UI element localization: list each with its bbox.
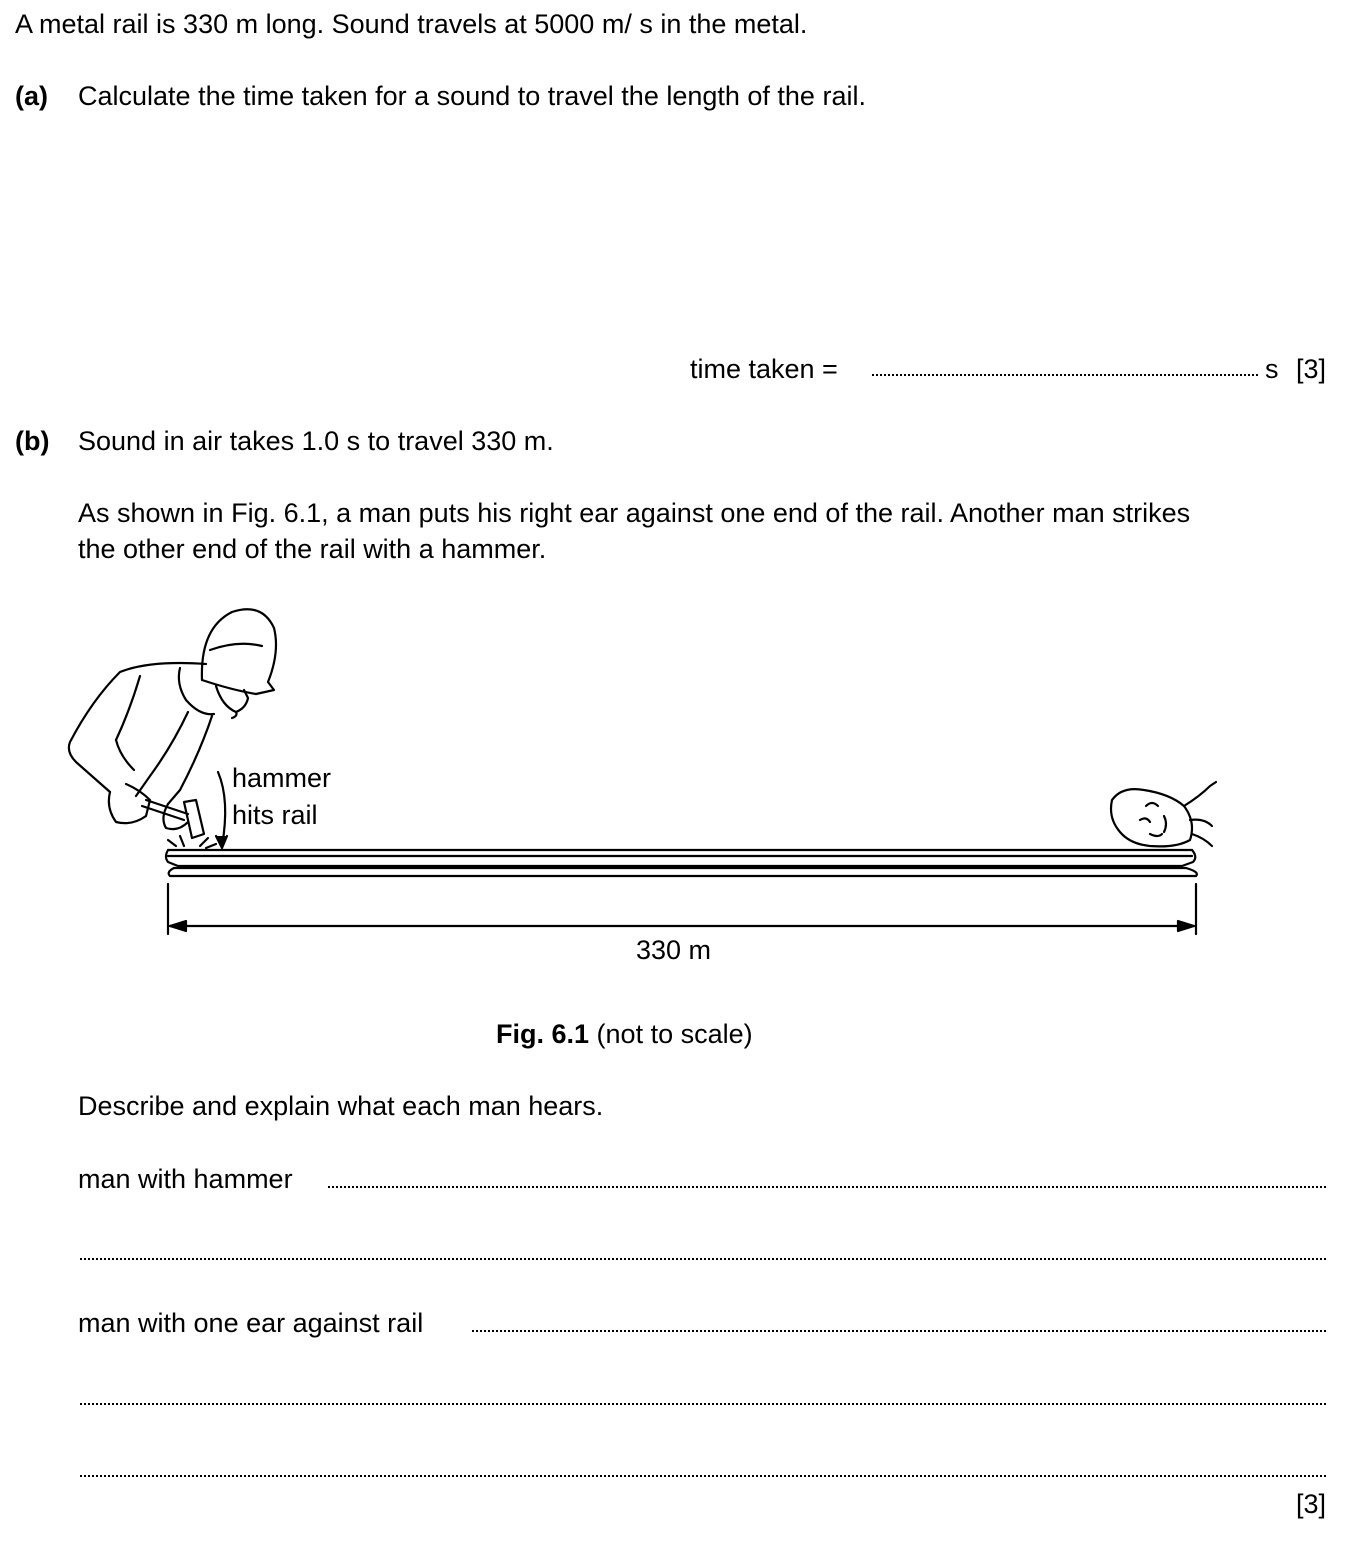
figure-caption	[496, 1021, 753, 1048]
part-b-setup-line-1: As shown in Fig. 6.1, a man puts his right ear against one end of the rail. Another man strikes	[78, 498, 1191, 528]
distance-indicator	[168, 884, 1196, 934]
part-a-label: (a)	[15, 81, 48, 111]
distance-label: 330 m	[636, 935, 712, 965]
part-b-label: (b)	[15, 426, 50, 456]
part-b-setup-line-2: the other end of the rail with a hammer.	[78, 534, 547, 564]
answer-1-line-2[interactable]	[80, 1258, 1326, 1260]
time-taken-label: time taken =	[690, 354, 838, 384]
answer-2-line-1[interactable]	[472, 1330, 1326, 1332]
rail	[166, 850, 1197, 876]
figure-caption-number: Fig. 6.1	[496, 1019, 590, 1049]
part-b-marks: [3]	[1296, 1489, 1327, 1519]
part-b-instruction: Describe and explain what each man hears.	[78, 1091, 604, 1121]
answer-1-label: man with hammer	[78, 1164, 293, 1194]
answer-1-line-1[interactable]	[328, 1186, 1326, 1188]
intro-text: A metal rail is 330 m long. Sound travels at 5000 m/ s in the metal.	[15, 9, 808, 39]
figure-caption-note: (not to scale)	[596, 1019, 753, 1049]
label-hammer: hammer	[232, 763, 332, 793]
part-b-statement: Sound in air takes 1.0 s to travel 330 m.	[78, 426, 554, 456]
answer-2-label: man with one ear against rail	[78, 1308, 424, 1338]
part-a-question: Calculate the time taken for a sound to travel the length of the rail.	[78, 81, 866, 111]
answer-2-line-3[interactable]	[80, 1475, 1326, 1477]
time-taken-unit: s	[1265, 354, 1279, 384]
part-a-marks: [3]	[1296, 354, 1327, 384]
label-hits-rail: hits rail	[232, 800, 318, 830]
man-with-ear-on-rail-illustration	[1111, 782, 1216, 846]
hammer-label-arrow	[216, 772, 227, 848]
answer-2-line-2[interactable]	[80, 1403, 1326, 1405]
